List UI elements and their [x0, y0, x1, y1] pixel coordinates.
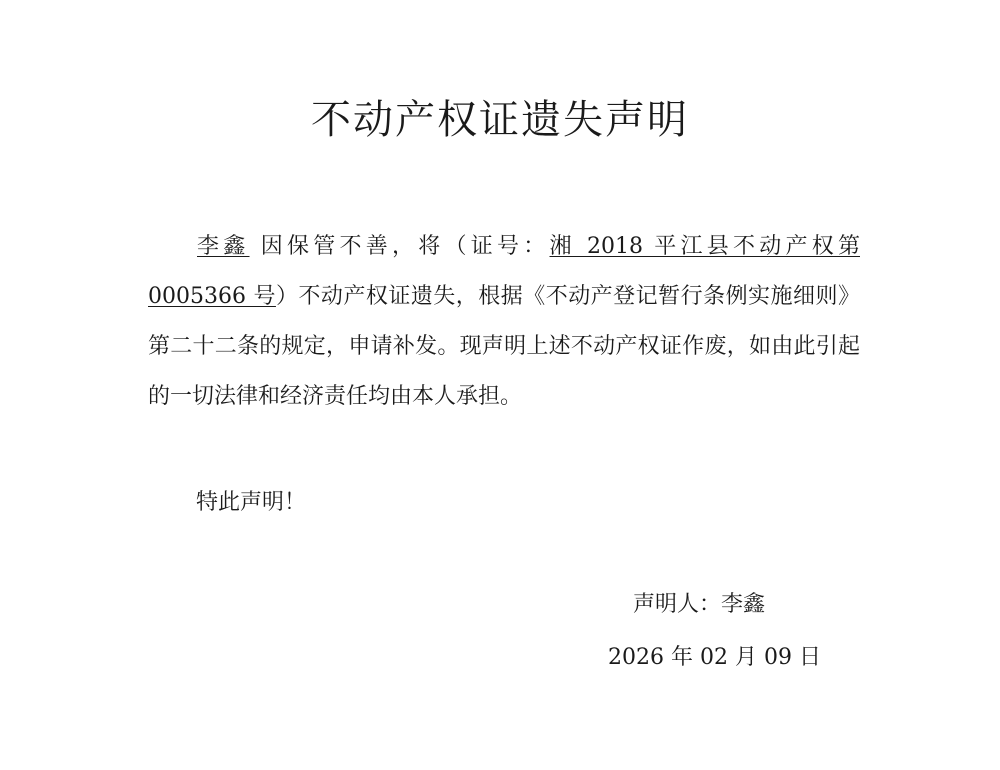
- declarant-name: 李鑫: [197, 234, 250, 259]
- signature-name: 李鑫: [721, 592, 766, 617]
- closing-statement: 特此声明！: [196, 490, 307, 515]
- declaration-date: 2026 年 02 月 09 日: [608, 645, 821, 670]
- body-text-1: 因保管不善，将（证号：: [249, 234, 550, 259]
- certificate-number: 湘 2018 平江县不动产权第 0005366 号: [148, 234, 860, 309]
- declaration-body: [148, 222, 860, 422]
- body-text-2: ）不动产权证遗失，根据《不动产登记暂行条例实施细则》第二十二条的规定，申请补发。现声明上述不动产权证作废，如由此引起的一切法律和经济责任均由本人承担。: [148, 284, 860, 409]
- document-title: 不动产权证遗失声明: [311, 97, 689, 143]
- signature-line: [633, 580, 765, 630]
- signature-label: 声明人：: [633, 592, 722, 617]
